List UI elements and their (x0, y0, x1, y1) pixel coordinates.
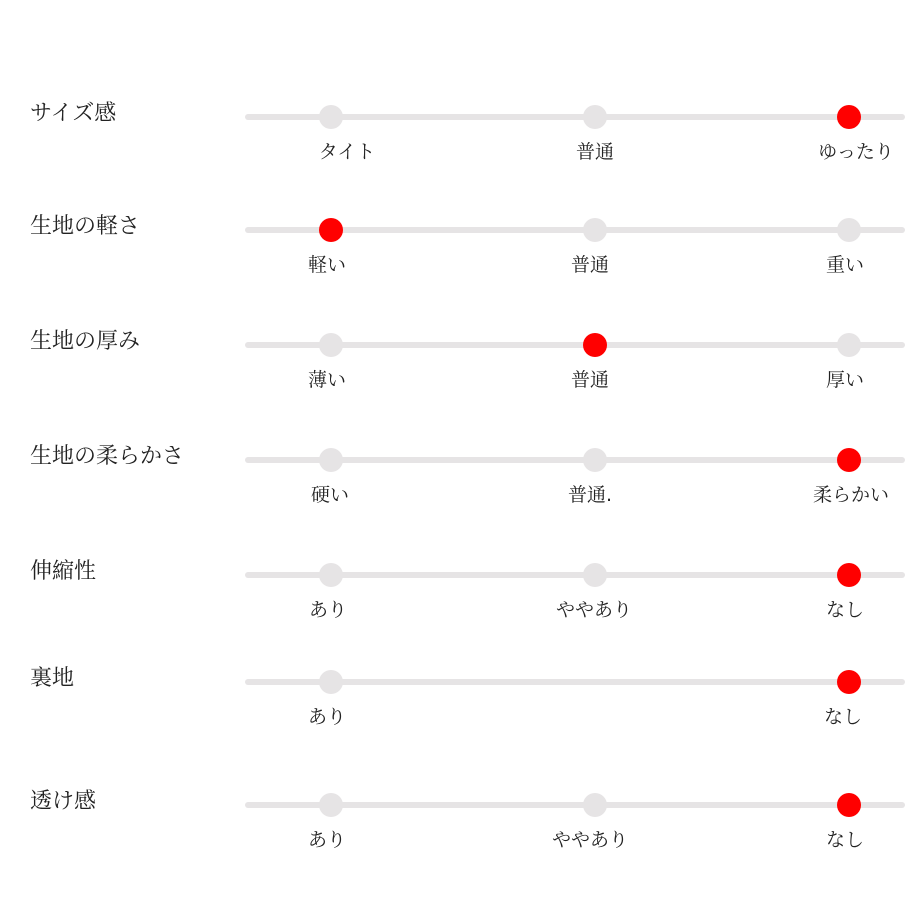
attribute-label: 生地の厚み (30, 329, 141, 354)
rating-option-label: あり (308, 599, 348, 621)
rating-option-dot[interactable] (583, 563, 607, 587)
attribute-label: 生地の柔らかさ (30, 444, 185, 469)
rating-option-label: 軽い (307, 254, 347, 276)
attribute-row (0, 789, 918, 895)
rating-option-dot-selected[interactable] (319, 218, 343, 242)
rating-option-dot-selected[interactable] (837, 105, 861, 129)
rating-option-dot-selected[interactable] (837, 793, 861, 817)
rating-option-dot[interactable] (319, 670, 343, 694)
rating-track (245, 802, 905, 808)
rating-option-label: なし (825, 599, 865, 621)
rating-track (245, 679, 905, 685)
rating-option-dot[interactable] (583, 105, 607, 129)
rating-option-label: ゆったり (818, 141, 894, 163)
attribute-label: 裏地 (30, 666, 75, 691)
rating-option-dot[interactable] (583, 793, 607, 817)
rating-option-label: なし (825, 829, 865, 851)
rating-option-label: 普通 (575, 141, 615, 163)
rating-option-dot[interactable] (837, 333, 861, 357)
rating-option-dot[interactable] (319, 563, 343, 587)
attribute-label: 生地の軽さ (30, 214, 141, 239)
rating-option-label: あり (307, 829, 347, 851)
rating-option-label: ややあり (555, 599, 633, 621)
rating-option-label: 厚い (825, 369, 865, 391)
rating-option-label: 普通 (570, 369, 610, 391)
rating-option-label: 硬い (310, 484, 350, 506)
attribute-row (0, 559, 918, 665)
attribute-row (0, 329, 918, 435)
rating-option-dot[interactable] (583, 448, 607, 472)
rating-option-label: 柔らかい (812, 484, 890, 506)
rating-option-label: あり (307, 706, 347, 728)
rating-option-dot[interactable] (319, 793, 343, 817)
attribute-label: 透け感 (30, 789, 97, 814)
rating-option-label: タイト (318, 141, 376, 163)
rating-track (245, 227, 905, 233)
attribute-row (0, 666, 918, 772)
attribute-label: サイズ感 (30, 101, 117, 126)
rating-option-dot[interactable] (583, 218, 607, 242)
rating-option-dot[interactable] (319, 448, 343, 472)
rating-option-label: 薄い (307, 369, 347, 391)
rating-option-dot[interactable] (319, 333, 343, 357)
rating-track (245, 342, 905, 348)
rating-option-label: 普通. (567, 484, 613, 506)
attribute-label: 伸縮性 (30, 559, 97, 584)
attribute-row (0, 444, 918, 550)
rating-option-label: なし (823, 706, 863, 728)
rating-option-label: 重い (825, 254, 865, 276)
attribute-row (0, 101, 918, 207)
rating-track (245, 572, 905, 578)
rating-track (245, 457, 905, 463)
rating-option-dot[interactable] (837, 218, 861, 242)
rating-track (245, 114, 905, 120)
attribute-row (0, 214, 918, 320)
rating-option-dot[interactable] (319, 105, 343, 129)
rating-option-dot-selected[interactable] (837, 670, 861, 694)
rating-option-label: 普通 (570, 254, 610, 276)
rating-option-dot-selected[interactable] (583, 333, 607, 357)
rating-option-dot-selected[interactable] (837, 563, 861, 587)
rating-option-label: ややあり (551, 829, 629, 851)
rating-option-dot-selected[interactable] (837, 448, 861, 472)
